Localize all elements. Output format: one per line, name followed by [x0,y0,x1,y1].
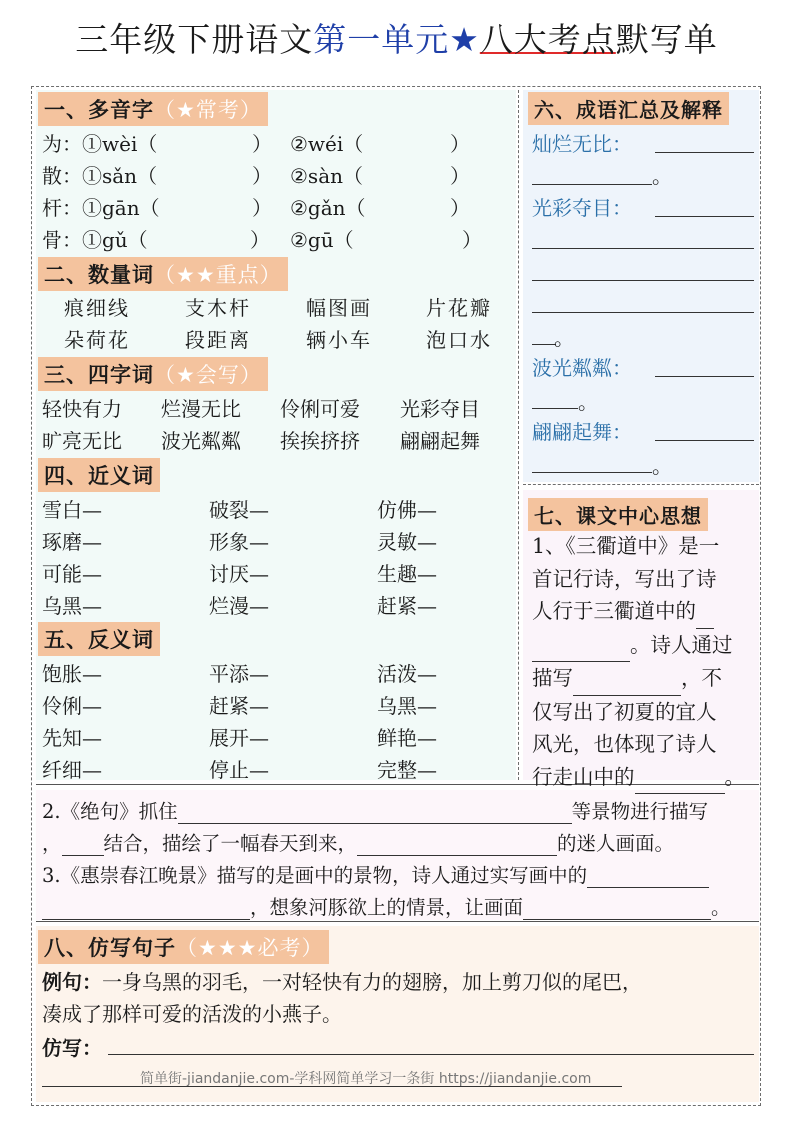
antonym-row [42,658,437,687]
section-2-heading [38,257,288,291]
divider-right [523,484,759,485]
page-title [0,14,793,61]
bracket-close: ） [252,132,272,156]
antonym-word: 活泼— [377,662,437,686]
antonym-row [42,722,437,751]
mid-text: 等景物进行描写 [571,800,709,823]
section-1-tag: （★常考） [154,98,262,122]
section-3-heading [38,357,268,391]
mid-text: 结合，描绘了一幅春天到来， [103,832,358,855]
polyphone-row [42,128,470,157]
answer-blank [523,896,711,920]
four-char-word: 波光粼粼 [161,429,241,453]
idiom-label: 波光粼粼： [532,356,632,380]
synonym-row [42,494,437,523]
antonym-word: 完整— [377,758,437,782]
synonym-word: 讨厌— [209,562,269,586]
footer-watermark: 简单街-jiandanjie.com-学科网简单学习一条街 https://jiandanjie.com [140,1071,592,1087]
section-5-title: 五、反义词 [44,628,154,652]
theme-line [532,662,756,696]
section-1-heading [38,92,268,126]
answer-blank [573,662,681,696]
measure-word: 泡口水 [426,328,492,352]
measure-word-row [64,292,492,321]
measure-word: 幅图画 [306,296,372,320]
answer-line [655,216,754,217]
synonym-word: 雪白— [42,498,102,522]
antonym-row [42,690,437,719]
answer-blank [42,896,250,920]
synonym-row [42,590,437,619]
section-2-title: 二、数量词 [44,263,154,287]
measure-word: 辆小车 [306,328,372,352]
polyphone-reading: 杆：①gān（ [42,196,160,220]
section-6-heading [528,92,729,125]
four-char-row [42,425,480,454]
antonym-word: 纤细— [42,758,102,782]
section-2-tag: （★★重点） [154,263,282,287]
synonym-word: 赶紧— [377,594,437,618]
theme-line: 1、《三衢道中》是一 [532,534,720,558]
four-char-word: 旷亮无比 [42,429,122,453]
theme-text [532,530,756,794]
polyphone-reading: ②sàn（ [290,164,363,188]
answer-line [532,344,556,345]
mid-text: ， [42,832,62,855]
answer-line [108,1054,754,1055]
section-5-heading [38,622,160,656]
section-7-title: 七、课文中心思想 [534,504,702,528]
section-4-title: 四、近义词 [44,464,154,488]
title-part-1: 三年级下册语文 [75,20,314,59]
theme-line: 仅写出了初夏的宜人 [532,699,717,724]
antonym-word: 先知— [42,726,102,750]
answer-line [532,312,754,313]
bracket-close: ） [450,132,470,156]
measure-word: 朵荷花 [64,328,130,352]
section-3-tag: （★会写） [154,363,262,387]
section-6-title: 六、成语汇总及解释 [534,98,723,122]
period: 。 [554,326,574,350]
answer-line [532,248,754,249]
measure-word: 片花瓣 [426,296,492,320]
antonym-word: 平添— [209,662,269,686]
example-sentence [42,966,642,995]
bracket-close: ） [450,164,470,188]
synonym-word: 生趣— [377,562,437,586]
bracket-close: ） [252,196,272,220]
answer-line [532,408,578,409]
synonym-row [42,558,437,587]
section-7-heading [528,498,708,531]
answer-blank [635,761,725,795]
bracket-close: ） [252,164,272,188]
example-label: 例句： [42,970,102,994]
poem-line-2b [42,828,674,856]
theme-line: 风光，也体现了诗人 [532,732,717,756]
section-8-heading [38,930,329,964]
answer-blank [357,832,557,856]
synonym-word: 形象— [209,530,269,554]
theme-text-span: 人行于三衢道中的 [532,599,696,623]
poem-line-3b [42,892,731,920]
period: 。 [652,164,672,188]
antonym-word: 乌黑— [377,694,437,718]
polyphone-reading: 为：①wèi（ [42,132,158,156]
title-part-4: 默写单 [615,20,718,59]
section-8-tag: （★★★必考） [176,936,324,960]
polyphone-reading: ②wéi（ [290,132,364,156]
bracket-close: ） [462,228,482,252]
answer-blank [587,864,709,888]
four-char-word: 光彩夺目 [400,397,480,421]
answer-blank [696,595,714,629]
section-8-title: 八、仿写句子 [44,936,176,960]
polyphone-reading: 骨：①gǔ（ [42,228,148,252]
synonym-word: 烂漫— [209,594,269,618]
section-4-heading [38,458,160,492]
polyphone-reading: ②gǎn（ [290,196,366,220]
imitate-label-text: 仿写： [42,1036,102,1060]
measure-word-row [64,324,492,353]
answer-line [532,280,754,281]
antonym-word: 停止— [209,758,269,782]
mid-text: 。 [711,896,731,919]
four-char-word: 翩翩起舞 [400,429,480,453]
poem-line-3 [42,860,709,888]
period: 。 [652,454,672,478]
idiom-label: 光彩夺目： [532,196,632,220]
polyphone-row [42,224,482,253]
synonym-row [42,526,437,555]
idiom-label: 灿烂无比： [532,132,632,156]
four-char-row [42,393,480,422]
answer-line [655,376,754,377]
mid-text: 的迷人画面。 [557,832,675,855]
theme-text-span: 描写 [532,666,573,690]
theme-text-span: 。 [724,764,745,789]
antonym-word: 饱胀— [42,662,102,686]
mid-text: ，想象河豚欲上的情景，让画面 [250,896,524,919]
synonym-word: 可能— [42,562,102,586]
period: 。 [578,390,598,414]
theme-line [532,761,756,795]
answer-blank [178,800,572,824]
example-sentence-2: 凑成了那样可爱的活泼的小燕子。 [42,1002,342,1026]
polyphone-reading: 散：①sǎn（ [42,164,158,188]
example-text: 一身乌黑的羽毛，一对轻快有力的翅膀，加上剪刀似的尾巴， [102,970,642,994]
title-part-3: 八大考点 [479,20,616,59]
mid-text: 2.《绝句》抓住 [42,800,178,823]
polyphone-row [42,192,470,221]
idiom-label: 翩翩起舞： [532,420,632,444]
theme-text-span: ，不 [681,666,722,690]
answer-blank [62,832,104,856]
answer-line [655,440,754,441]
theme-line [532,629,756,663]
four-char-word: 烂漫无比 [161,397,241,421]
antonym-word: 伶俐— [42,694,102,718]
poem-line-2 [42,796,708,824]
synonym-word: 乌黑— [42,594,102,618]
section-1-title: 一、多音字 [44,98,154,122]
theme-text-span: 行走山中的 [532,764,635,789]
answer-line [655,152,754,153]
synonym-word: 琢磨— [42,530,102,554]
section-3-title: 三、四字词 [44,363,154,387]
measure-word: 段距离 [185,328,251,352]
measure-word: 痕细线 [64,296,130,320]
polyphone-row [42,160,470,189]
polyphone-reading: ②gū（ [290,228,354,252]
bracket-close: ） [250,228,270,252]
antonym-word: 赶紧— [209,694,269,718]
antonym-word: 鲜艳— [377,726,437,750]
four-char-word: 伶俐可爱 [280,397,360,421]
synonym-word: 灵敏— [377,530,437,554]
mid-text: 3.《惠崇春江晚景》描写的是画中的景物，诗人通过实写画中的 [42,864,588,887]
divider-bottom [36,921,759,922]
bracket-close: ） [450,196,470,220]
synonym-word: 仿佛— [377,498,437,522]
theme-line [532,595,756,629]
answer-line [532,184,652,185]
answer-blank [532,629,630,663]
antonym-word: 展开— [209,726,269,750]
vertical-divider [518,90,519,780]
four-char-word: 轻快有力 [42,397,122,421]
theme-line: 首记行诗，写出了诗 [532,566,717,591]
imitate-label [42,1032,102,1061]
synonym-word: 破裂— [209,498,269,522]
answer-line [532,472,652,473]
title-part-2: 第一单元★ [313,20,480,59]
antonym-row [42,754,437,783]
theme-text-span: 。诗人通过 [630,632,733,657]
four-char-word: 挨挨挤挤 [280,429,360,453]
measure-word: 支木杆 [185,296,251,320]
